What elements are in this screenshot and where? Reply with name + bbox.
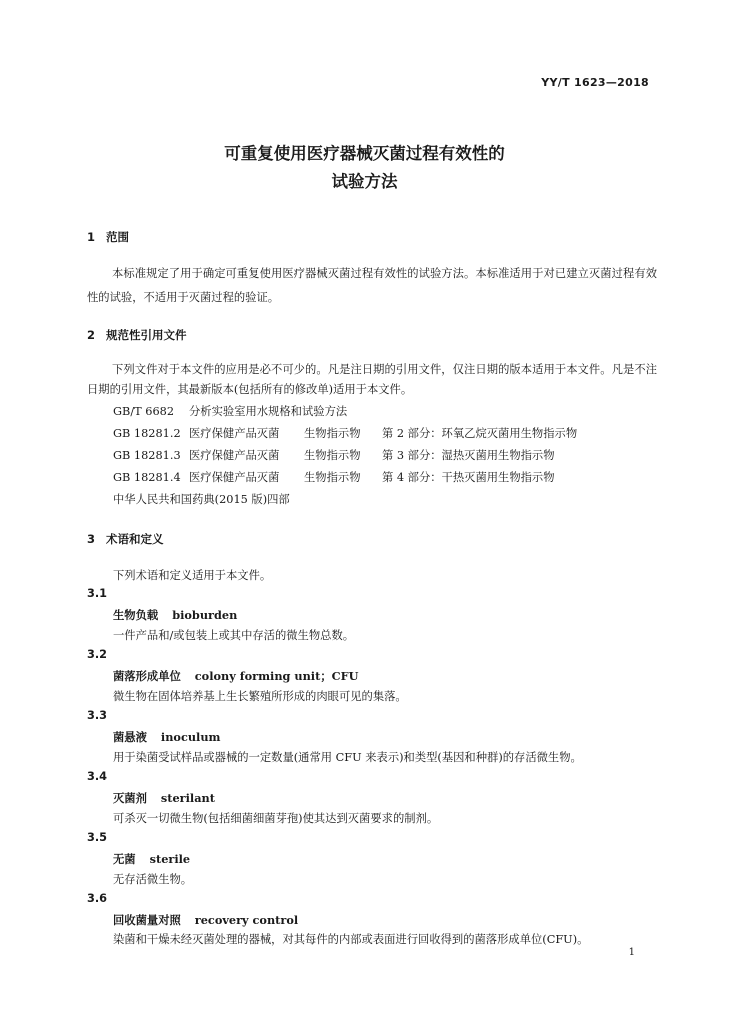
term-number: 3.5 xyxy=(87,831,108,844)
term-chinese: 菌落形成单位 xyxy=(113,670,181,683)
term-chinese: 生物负载 xyxy=(113,609,159,622)
document-title-line1: 可重复使用医疗器械灭菌过程有效性的 xyxy=(224,144,505,163)
reference-code: GB/T 6682 xyxy=(113,405,175,418)
reference-code: GB 18281.2 xyxy=(113,427,181,440)
section-1-heading xyxy=(87,229,129,245)
term-definition: 无存活微生物。 xyxy=(113,873,193,886)
section-2-paragraph: 下列文件对于本文件的应用是必不可少的。凡是注日期的引用文件，仅注日期的版本适用于本文件。凡是不注日期的引用文件，其最新版本(包括所有的修改单)适用于本文件。 xyxy=(87,363,657,396)
term-name xyxy=(113,790,215,807)
reference-title-part1: 医疗保健产品灭菌 xyxy=(189,471,280,484)
term-chinese: 无菌 xyxy=(113,853,136,866)
term-english: inoculum xyxy=(160,730,221,744)
reference-item xyxy=(113,470,555,486)
term-english: sterile xyxy=(149,852,191,866)
term-definition: 染菌和干燥未经灭菌处理的器械，对其每件的内部或表面进行回收得到的菌落形成单位(CFU)。 xyxy=(113,933,589,946)
term-english: sterilant xyxy=(160,791,215,805)
reference-title-part2: 生物指示物 xyxy=(304,449,361,462)
section-number: 1 xyxy=(87,230,96,244)
term-definition: 用于染菌受试样品或器械的一定数量(通常用 CFU 来表示)和类型(基因和种群)的存活微生物。 xyxy=(113,751,582,764)
term-name xyxy=(113,668,358,685)
section-2-heading xyxy=(87,327,187,343)
reference-item xyxy=(113,404,347,420)
reference-code: GB 18281.3 xyxy=(113,449,181,462)
reference-title-part1: 医疗保健产品灭菌 xyxy=(189,449,280,462)
term-number: 3.3 xyxy=(87,709,108,722)
term-chinese: 灭菌剂 xyxy=(113,792,147,805)
term-number: 3.6 xyxy=(87,892,108,905)
term-chinese: 菌悬液 xyxy=(113,731,147,744)
term-definition: 可杀灭一切微生物(包括细菌细菌芽孢)使其达到灭菌要求的制剂。 xyxy=(113,812,439,825)
section-number: 2 xyxy=(87,328,96,342)
section-3-heading xyxy=(87,531,164,547)
term-number: 3.4 xyxy=(87,770,108,783)
reference-title-part3: 第 4 部分：干热灭菌用生物指示物 xyxy=(382,471,555,484)
term-name xyxy=(113,607,237,624)
term-number: 3.2 xyxy=(87,648,108,661)
term-definition: 一件产品和/或包装上或其中存活的微生物总数。 xyxy=(113,629,355,642)
reference-code: 中华人民共和国药典(2015 版)四部 xyxy=(113,493,290,506)
term-name xyxy=(113,851,190,868)
reference-title: 分析实验室用水规格和试验方法 xyxy=(189,405,348,418)
reference-title-part1: 医疗保健产品灭菌 xyxy=(189,427,280,440)
term-definition: 微生物在固体培养基上生长繁殖所形成的肉眼可见的集落。 xyxy=(113,690,407,703)
section-title: 术语和定义 xyxy=(106,532,164,546)
section-title: 规范性引用文件 xyxy=(106,328,187,342)
reference-item xyxy=(113,492,290,508)
reference-title-part2: 生物指示物 xyxy=(304,427,361,440)
reference-title-part2: 生物指示物 xyxy=(304,471,361,484)
standard-code: YY/T 1623—2018 xyxy=(541,76,649,89)
term-name xyxy=(113,729,221,746)
section-number: 3 xyxy=(87,532,96,546)
term-chinese: 回收菌量对照 xyxy=(113,914,181,927)
section-title: 范围 xyxy=(106,230,129,244)
reference-title-part3: 第 3 部分：湿热灭菌用生物指示物 xyxy=(382,449,555,462)
term-name xyxy=(113,912,298,929)
reference-item xyxy=(113,426,577,442)
section-1-paragraph: 本标准规定了用于确定可重复使用医疗器械灭菌过程有效性的试验方法。本标准适用于对已建立灭菌过程有效性的试验，不适用于灭菌过程的验证。 xyxy=(87,267,657,304)
reference-code: GB 18281.4 xyxy=(113,471,181,484)
term-english: bioburden xyxy=(172,608,238,622)
term-english: colony forming unit；CFU xyxy=(194,669,359,683)
reference-title-part3: 第 2 部分：环氧乙烷灭菌用生物指示物 xyxy=(382,427,578,440)
section-3-intro: 下列术语和定义适用于本文件。 xyxy=(113,569,272,582)
term-number: 3.1 xyxy=(87,587,108,600)
reference-item xyxy=(113,448,555,464)
term-english: recovery control xyxy=(194,913,299,927)
document-title-line2: 试验方法 xyxy=(331,172,398,191)
page-number: 1 xyxy=(628,947,635,958)
